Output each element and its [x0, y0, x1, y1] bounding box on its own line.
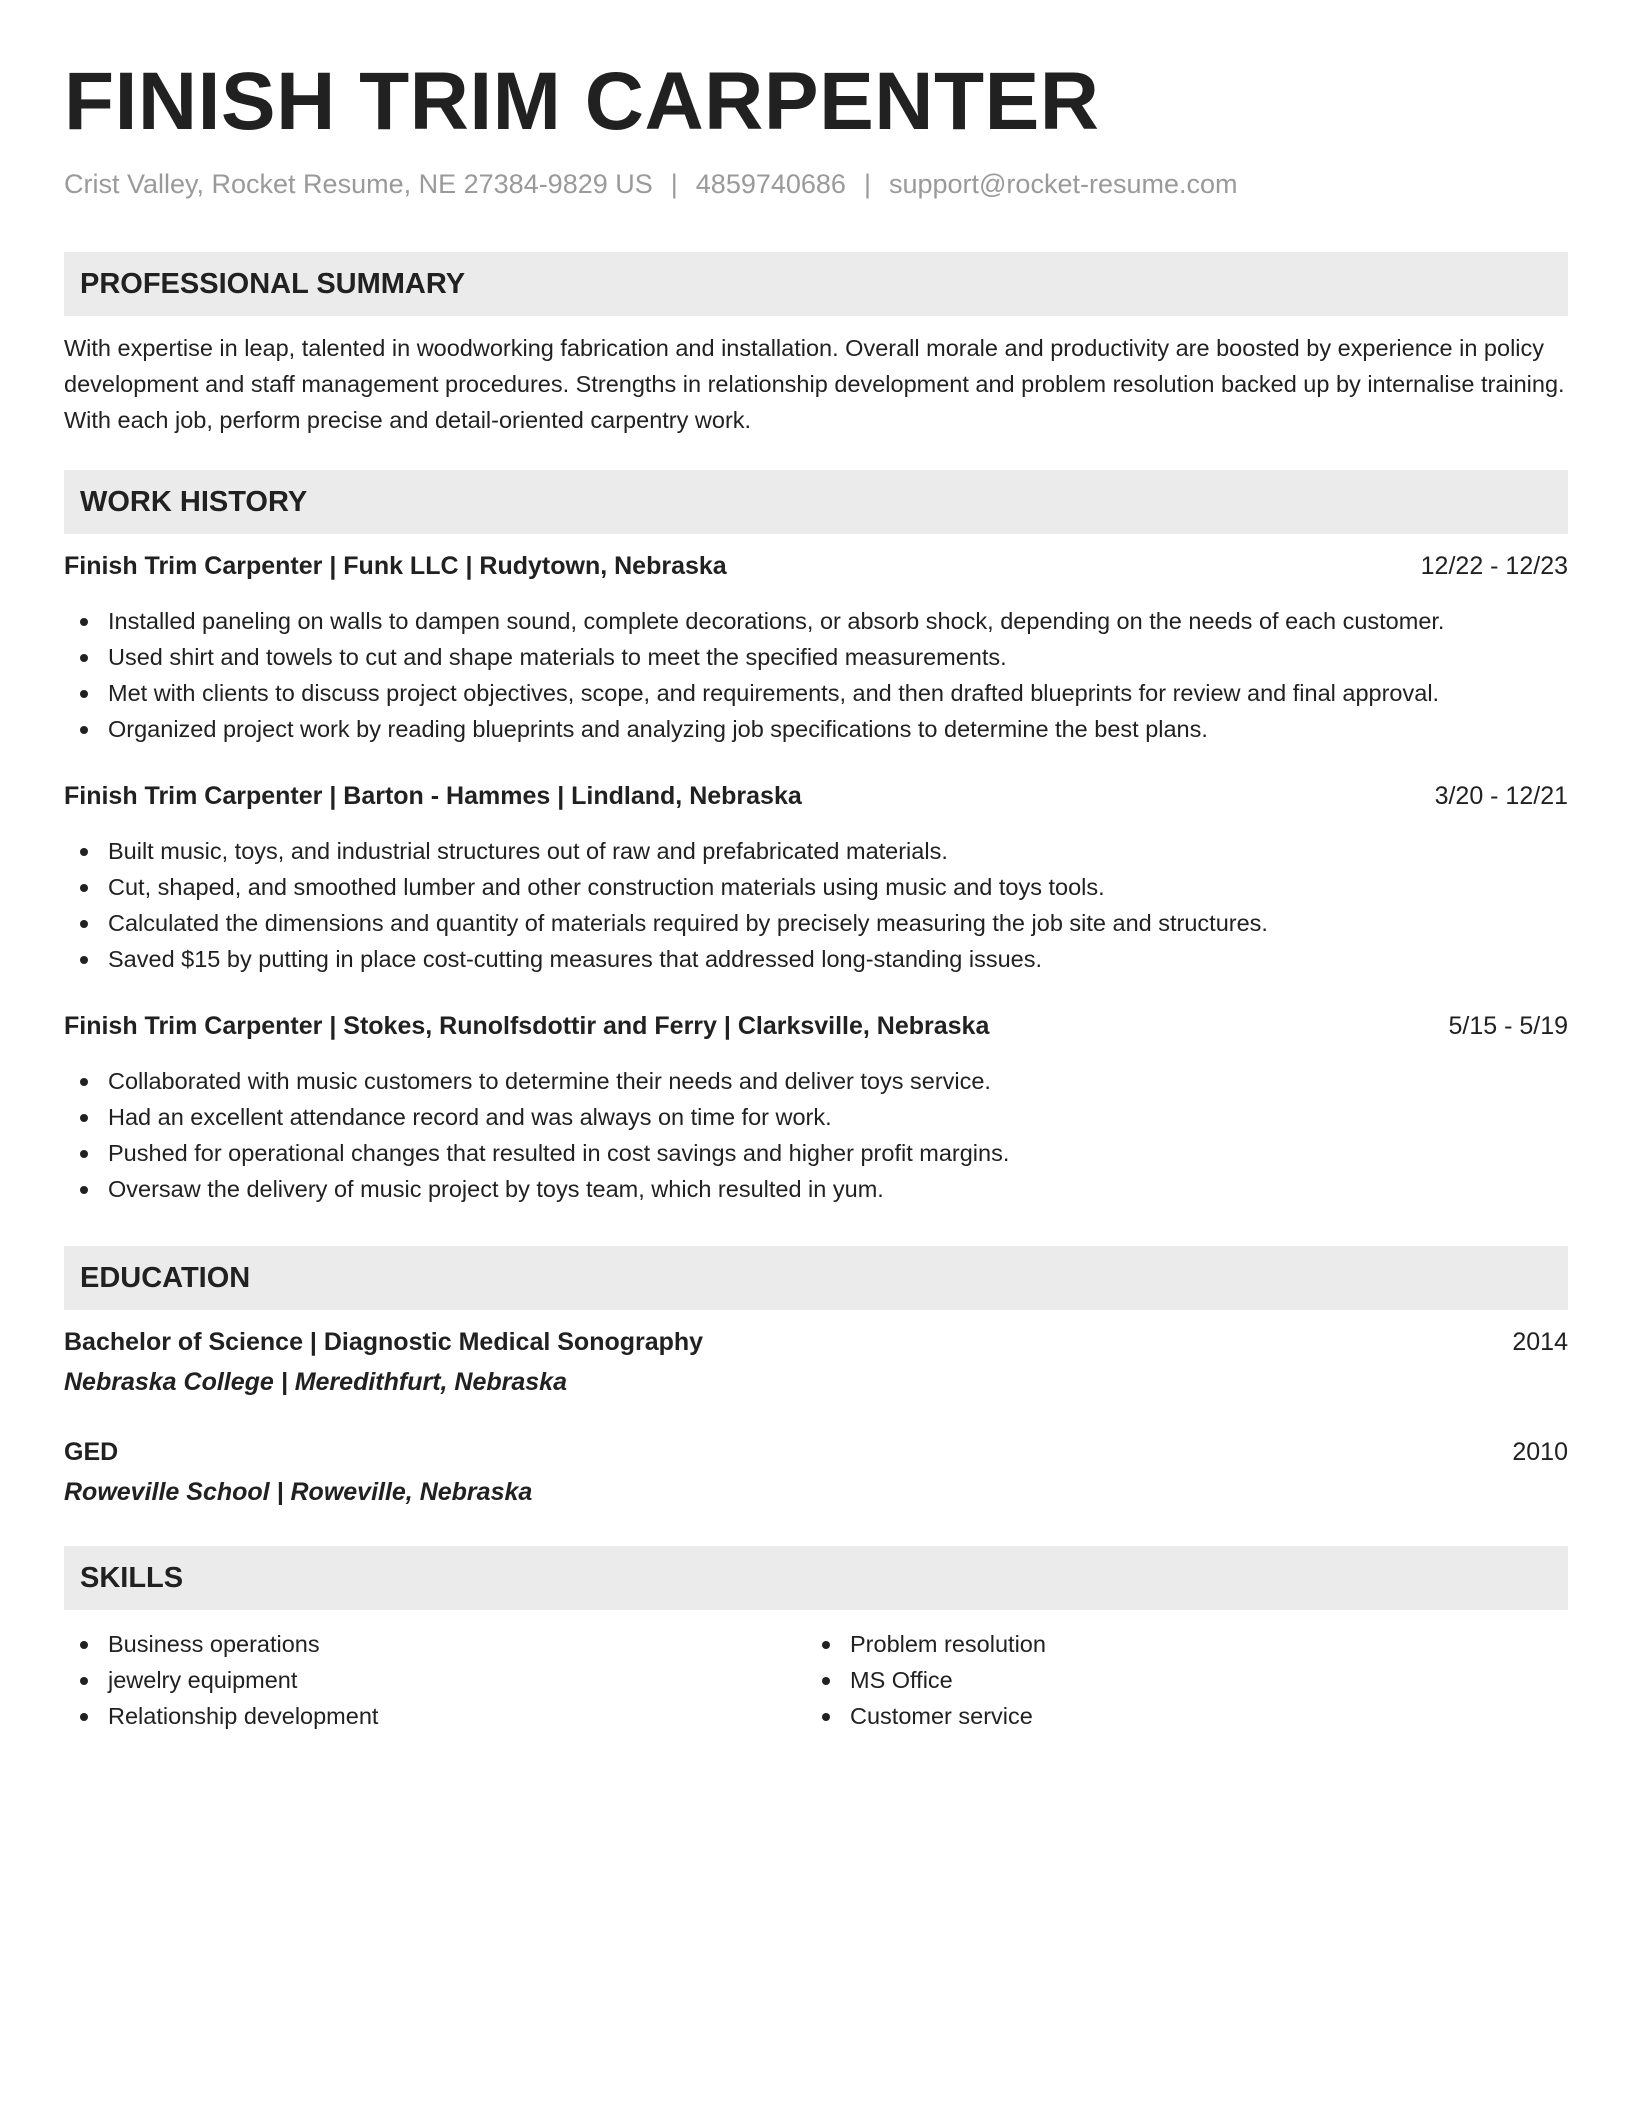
contact-separator: | [670, 169, 678, 199]
skill-item: Relationship development [64, 1698, 1568, 1734]
list-item: Used shirt and towels to cut and shape materials to meet the specified measurements. [64, 639, 1568, 675]
contact-email: support@rocket-resume.com [888, 169, 1238, 199]
job-bullets [64, 603, 1568, 747]
skill-item: Customer service [806, 1698, 1632, 1734]
list-item: Oversaw the delivery of music project by toys team, which resulted in yum. [64, 1171, 1568, 1207]
education-heading [64, 1324, 1568, 1360]
list-item: Saved $15 by putting in place cost-cutting measures that addressed long-standing issues. [64, 941, 1568, 977]
education-heading [64, 1434, 1568, 1470]
job-title: Finish Trim Carpenter | Barton - Hammes | Lindland, Nebraska [64, 782, 802, 810]
job-title: Finish Trim Carpenter | Stokes, Runolfsdottir and Ferry | Clarksville, Nebraska [64, 1012, 990, 1040]
skill-item: Business operations [64, 1626, 1568, 1662]
contact-line [64, 164, 1238, 204]
skill-item: MS Office [806, 1662, 1632, 1698]
section-header-education: EDUCATION [64, 1246, 1568, 1310]
school-name: Nebraska College | Meredithfurt, Nebraska [64, 1368, 567, 1396]
section-header-work-history: WORK HISTORY [64, 470, 1568, 534]
section-header-skills: SKILLS [64, 1546, 1568, 1610]
list-item: Collaborated with music customers to determine their needs and deliver toys service. [64, 1063, 1568, 1099]
contact-separator: | [863, 169, 871, 199]
job-dates: 12/22 - 12/23 [1420, 552, 1568, 580]
section-header-summary: PROFESSIONAL SUMMARY [64, 252, 1568, 316]
list-item: Met with clients to discuss project objectives, scope, and requirements, and then drafted blueprints for review and final approval. [64, 675, 1568, 711]
list-item: Installed paneling on walls to dampen sound, complete decorations, or absorb shock, depending on the needs of each customer. [64, 603, 1568, 639]
contact-address: Crist Valley, Rocket Resume, NE 27384-9829 US [64, 169, 653, 199]
list-item: Organized project work by reading blueprints and analyzing job specifications to determine the best plans. [64, 711, 1568, 747]
list-item: Built music, toys, and industrial structures out of raw and prefabricated materials. [64, 833, 1568, 869]
job-heading [64, 778, 1568, 814]
list-item: Had an excellent attendance record and was always on time for work. [64, 1099, 1568, 1135]
job-heading [64, 1008, 1568, 1044]
education-year: 2010 [1512, 1438, 1568, 1466]
summary-text: With expertise in leap, talented in woodworking fabrication and installation. Overall morale and productivity are boosted by experience in policy development and staff management procedures. Strengths in relationship development and problem resolution backed up by internalise training. With each job, perform precise and detail-oriented carpentry work. [64, 335, 1565, 433]
list-item: Cut, shaped, and smoothed lumber and other construction materials using music and toys tools. [64, 869, 1568, 905]
education-year: 2014 [1512, 1328, 1568, 1356]
list-item: Pushed for operational changes that resulted in cost savings and higher profit margins. [64, 1135, 1568, 1171]
job-dates: 3/20 - 12/21 [1434, 782, 1568, 810]
degree-title: Bachelor of Science | Diagnostic Medical Sonography [64, 1328, 704, 1356]
job-heading [64, 548, 1568, 584]
skills-list-right [806, 1626, 1632, 1734]
list-item: Calculated the dimensions and quantity of materials required by precisely measuring the job site and structures. [64, 905, 1568, 941]
skill-item: Problem resolution [806, 1626, 1632, 1662]
job-bullets [64, 833, 1568, 977]
school-name: Roweville School | Roweville, Nebraska [64, 1478, 533, 1506]
job-dates: 5/15 - 5/19 [1448, 1012, 1568, 1040]
job-bullets [64, 1063, 1568, 1207]
job-title: Finish Trim Carpenter | Funk LLC | Rudytown, Nebraska [64, 552, 727, 580]
skill-item: jewelry equipment [64, 1662, 1568, 1698]
degree-title: GED [64, 1438, 119, 1466]
candidate-name: FINISH TRIM CARPENTER [64, 56, 1100, 147]
contact-phone: 4859740686 [695, 169, 846, 199]
